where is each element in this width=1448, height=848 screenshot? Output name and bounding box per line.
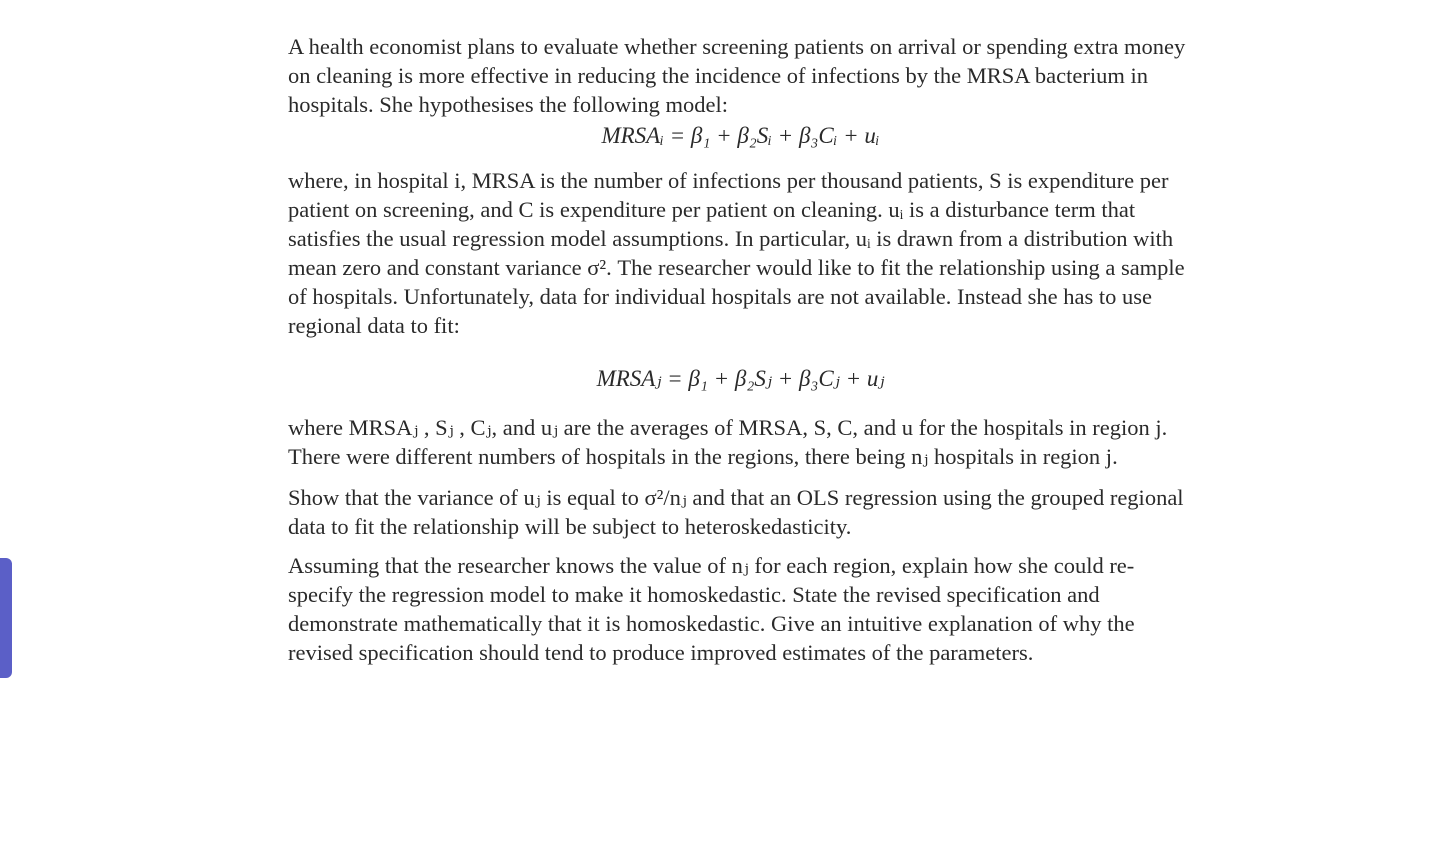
- paragraph-show-variance: Show that the variance of uⱼ is equal to σ²/nⱼ and that an OLS regression using the grouped regional data to fit the relationship will be subject to heteroskedasticity.: [288, 485, 1184, 539]
- document-body: [288, 32, 1193, 667]
- paragraph-intro: A health economist plans to evaluate whether screening patients on arrival or spending extra money on cleaning is more effective in reducing the incidence of infections by the MRSA bacterium in hospitals. She hypothesises the following model:: [288, 34, 1186, 117]
- equation-regional-model: MRSAⱼ = β₁ + β₂Sⱼ + β₃Cⱼ + uⱼ: [596, 366, 885, 391]
- side-panel-tab[interactable]: [0, 558, 12, 678]
- equation-hospital-model: MRSAᵢ = β₁ + β₂Sᵢ + β₃Cᵢ + uᵢ: [601, 123, 880, 148]
- paragraph-definitions: where, in hospital i, MRSA is the number of infections per thousand patients, S is expenditure per patient on screening, and C is expenditure per patient on cleaning. uᵢ is a disturbance term that satisfies the usual regression model assumptions. In particular, uᵢ is drawn from a distribution with mean zero and constant variance σ². The researcher would like to fit the relationship using a sample of hospitals. Unfortunately, data for individual hospitals are not available. Instead she has to use regional data to fit:: [288, 168, 1185, 338]
- paragraph-averages: where MRSAⱼ , Sⱼ , Cⱼ, and uⱼ are the averages of MRSA, S, C, and u for the hospitals in region j. There were different numbers of hospitals in the regions, there being nⱼ hospitals in region j.: [288, 415, 1168, 469]
- paragraph-respecify: Assuming that the researcher knows the value of nⱼ for each region, explain how she could re-specify the regression model to make it homoskedastic. State the revised specification and demonstrate mathematically that it is homoskedastic. Give an intuitive explanation of why the revised specification should tend to produce improved estimates of the parameters.: [288, 553, 1135, 665]
